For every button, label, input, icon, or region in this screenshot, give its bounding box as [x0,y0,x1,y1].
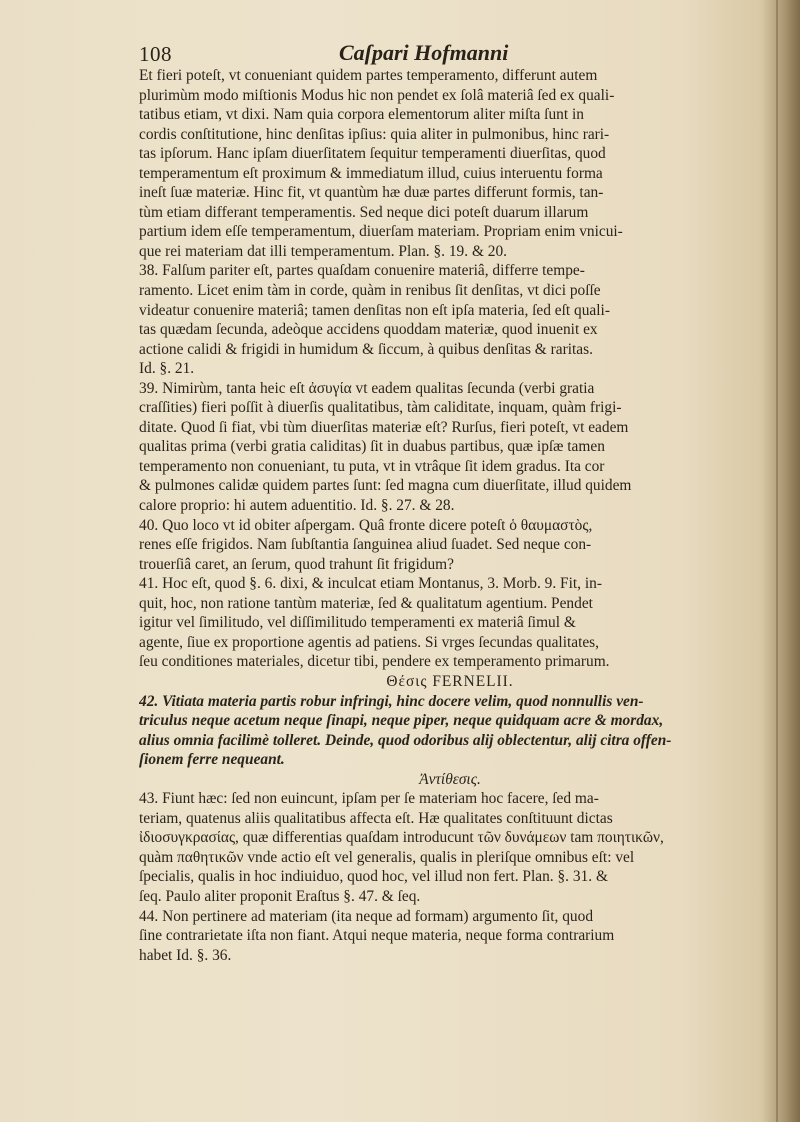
text-line: tùm etiam differant temperamentis. Sed neque dici poteſt duarum illarum [139,203,589,221]
text-line: ſpecialis, qualis in hoc indiuiduo, quod hoc, vel illud non fert. Plan. §. 31. & [139,868,608,886]
text-line: habet Id. §. 36. [139,946,232,964]
text-line: Et fieri poteſt, vt conueniant quidem partes temperamento, differunt autem [139,67,598,84]
text-line: plurimùm modo miſtionis Modus hic non pendet ex ſolâ materiâ ſed ex quali- [139,86,615,104]
text-line: 44. Non pertinere ad materiam (ita neque ad formam) argumento ſit, quod [139,907,594,925]
text-line: 41. Hoc eſt, quod §. 6. dixi, & inculcat etiam Montanus, 3. Morb. 9. Fit, in- [139,575,602,593]
text-line: ramento. Licet enim tàm in corde, quàm in renibus ſit denſitas, vt dici poſſe [139,282,601,300]
text-line: ſeu conditiones materiales, dicetur tibi, pendere ex temperamento primarum. [139,653,610,671]
text-line: videatur conuenire materiâ; tamen denſitas non eſt ipſa materia, ſed eſt quali- [139,301,610,319]
text-line: temperamento non conueniant, tu puta, vt in vtrâque ſit idem gradus. Ita cor [139,457,605,475]
text-line: alius omnia facilimè tolleret. Deinde, quod odoribus alij oblectentur, alij citra offen- [139,731,672,749]
text-line: ſionem ferre nequeant. [139,751,285,769]
text-line: calore proprio: hi autem aduentitio. Id. §. 27. & 28. [139,497,455,515]
page-gutter-shadow [762,0,800,1122]
text-line: 42. Vitiata materia partis robur infringi, hinc docere velim, quod nonnullis ven- [139,692,644,710]
text-line: triculus neque acetum neque ſinapi, neque piper, neque quidquam acre & mordax, [139,712,664,730]
text-line: partium idem eſſe temperamentum, diuerſam materiam. Propriam enim vnicui- [139,223,623,241]
running-head: Caſpari Hofmanni [339,40,509,65]
text-line: craſſities) fieri poſſit à diuerſis qualitatibus, tàm caliditate, inquam, quàm frigi- [139,399,622,417]
text-line: Id. §. 21. [139,360,195,378]
text-line: quàm παθητικῶν vnde actio eſt vel generalis, qualis in pleriſque omnibus eſt: vel [139,848,635,866]
text-line: 40. Quo loco vt id obiter aſpergam. Quâ fronte dicere poteſt ὁ θαυμαστὸς, [139,516,593,534]
text-line: igitur vel ſimilitudo, vel diſſimilitudo temperamenti ex materiâ ſimul & [139,614,576,632]
text-line: ἰδιοσυγκρασίας, quæ differentias quaſdam introducunt τῶν δυνάμεων tam ποιητικῶν, [139,829,664,847]
page-text [139,66,761,965]
text-line: teriam, quatenus aliis qualitatibus affecta eſt. Hæ qualitates conſtituunt dictas [139,809,613,827]
text-line: trouerſiâ caret, an ſerum, quod trahunt ſit frigidum? [139,555,454,573]
text-line: actione calidi & frigidi in humidum & ſiccum, à quibus denſitas & raritas. [139,340,593,358]
page-edge [776,0,778,1122]
text-line: cordis conſtitutione, hinc denſitas ipſius: quia aliter in pulmonibus, hinc rari- [139,125,610,143]
text-line: temperamentum eſt proximum & immediatum illud, cuius interuentu forma [139,164,603,182]
thesis-heading: Θέσις FERNELII. [386,672,514,690]
text-line: tas quædam ſecunda, adeòque accidens quoddam materiæ, quod inuenit ex [139,321,598,339]
text-line: tatibus etiam, vt dixi. Nam quia corpora elementorum aliter miſta ſunt in [139,106,584,124]
text-line: qualitas prima (verbi gratia caliditas) ſit in duabus partibus, quæ ipſæ tamen [139,438,605,456]
text-line: agente, ſiue ex proportione agentis ad patiens. Si vrges ſecundas qualitates, [139,633,600,651]
text-line: 39. Nimirùm, tanta heic eſt ἀσυγία vt eadem qualitas ſecunda (verbi gratia [139,379,595,397]
antithesis-heading: Ἀντίθεσις. [419,770,481,788]
text-line: ſine contrarietate iſta non fiant. Atqui neque materia, neque forma contrarium [139,927,615,945]
text-line: renes eſſe frigidos. Nam ſubſtantia ſanguinea aliud ſuadet. Sed neque con- [139,536,592,554]
text-line: ditate. Quod ſi fiat, vbi tùm diuerſitas materiæ eſt? Rurſus, fieri poteſt, vt eadem [139,418,629,436]
text-line: & pulmones calidæ quidem partes ſunt: ſed magna cum diuerſitate, illud quidem [139,477,632,495]
text-line: tas ipſorum. Hanc ipſam diuerſitatem ſequitur temperamenti diuerſitas, quod [139,145,606,163]
text-line: que rei materiam dat illi temperamentum. Plan. §. 19. & 20. [139,242,507,260]
text-line: ſeq. Paulo aliter proponit Eraſtus §. 47. & ſeq. [139,887,421,905]
page-header [139,40,779,68]
page-number: 108 [139,42,172,66]
text-line: 38. Falſum pariter eſt, partes quaſdam conuenire materiâ, differre tempe- [139,262,585,280]
thesis-42 [139,692,761,770]
text-line: ineſt ſuæ materiæ. Hinc fit, vt quantùm hæ duæ partes differunt formis, tan- [139,184,604,202]
closing-paragraphs [139,789,761,965]
body-paragraphs [139,66,761,672]
text-line: quit, hoc, non ratione tantùm materiæ, ſed & qualitatum agentium. Pendet [139,594,593,612]
text-line: 43. Fiunt hæc: ſed non euincunt, ipſam per ſe materiam hoc facere, ſed ma- [139,790,599,808]
